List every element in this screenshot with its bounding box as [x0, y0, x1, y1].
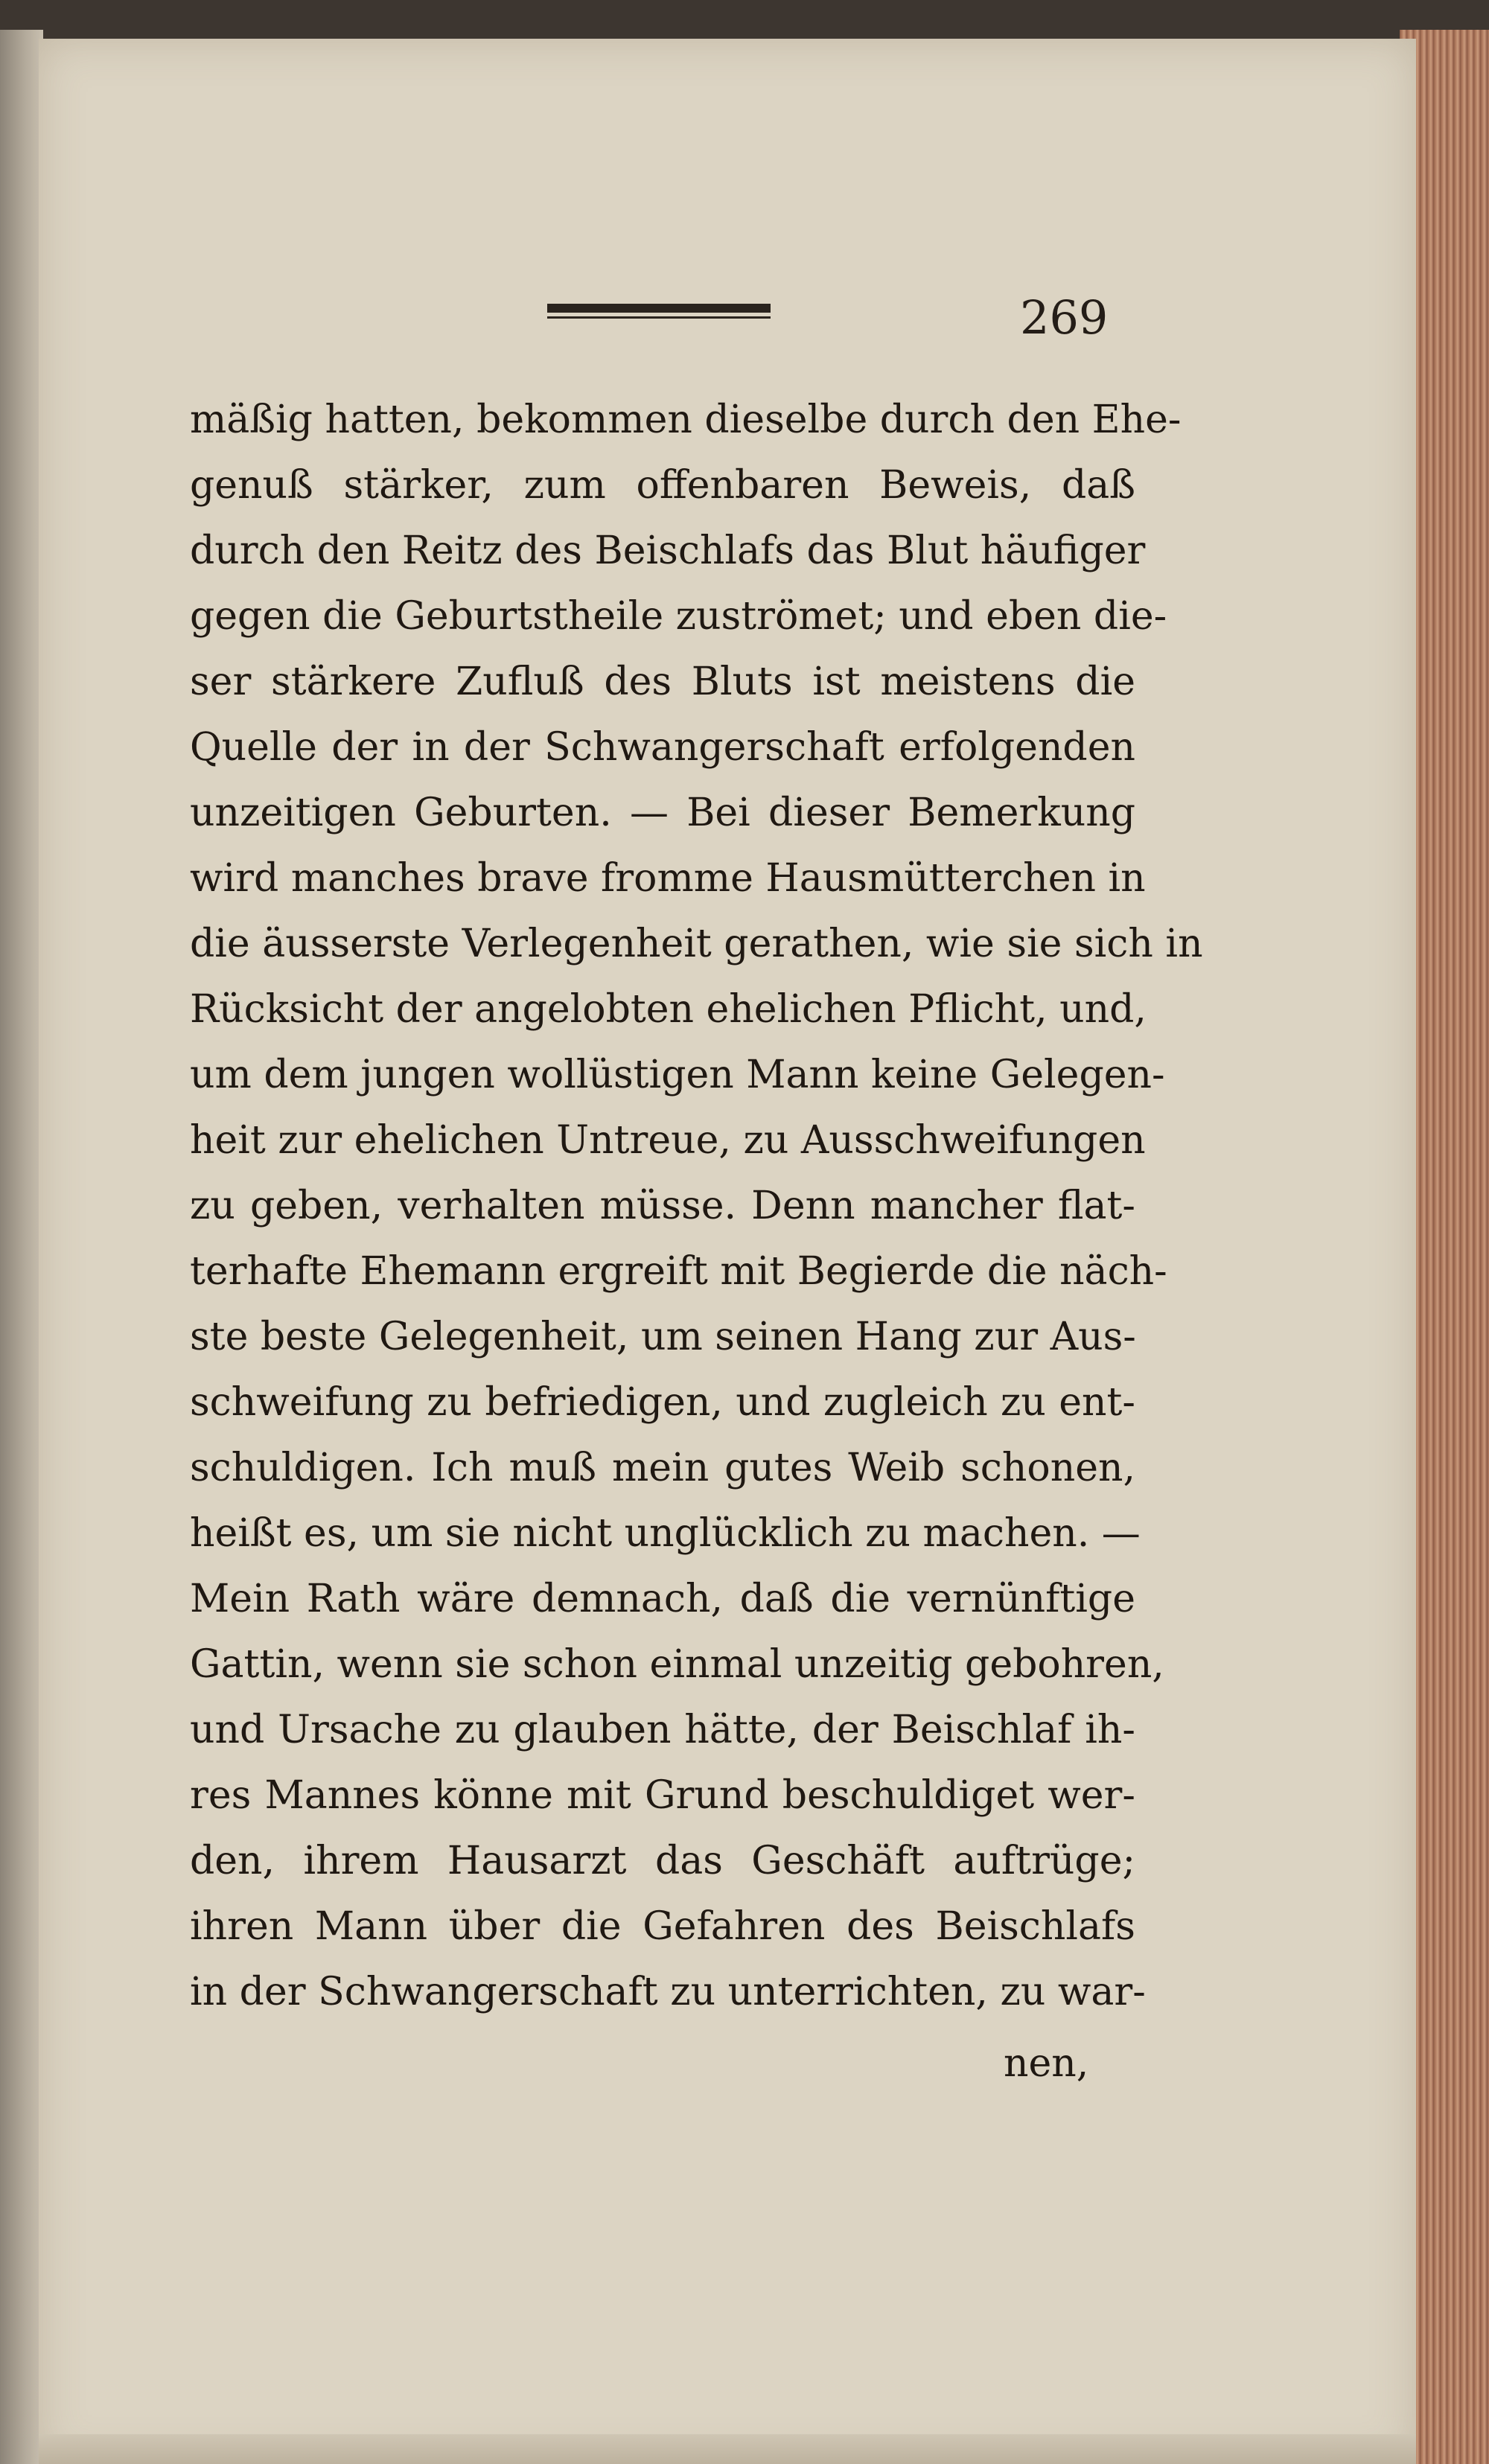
text-line: ihren Mann über die Gefahren des Beischlafs — [190, 1904, 1135, 1949]
text-line: in der Schwangerschaft zu unterrichten, zu war- — [190, 1970, 1146, 2014]
body-text — [190, 387, 1203, 2025]
catchword: nen, — [1004, 2041, 1089, 2086]
text-line: genuß stärker, zum offenbaren Beweis, daß — [190, 463, 1135, 508]
text-line: durch den Reitz des Beischlafs das Blut häufiger — [190, 529, 1146, 573]
text-line: ser stärkere Zufluß des Bluts ist meistens die — [190, 660, 1135, 704]
text-line: unzeitigen Geburten. — Bei dieser Bemerkung — [190, 791, 1135, 835]
text-line: schweifung zu befriedigen, und zugleich zu ent- — [190, 1380, 1135, 1425]
page-number: 269 — [1020, 290, 1109, 345]
text-line: um dem jungen wollüstigen Mann keine Gelegen- — [190, 1053, 1165, 1097]
text-line: und Ursache zu glauben hätte, der Beischlaf ih- — [190, 1708, 1135, 1752]
text-line: gegen die Geburtstheile zuströmet; und eben die- — [190, 594, 1167, 639]
text-line: den, ihrem Hausarzt das Geschäft auftrüge; — [190, 1839, 1135, 1883]
text-line: ste beste Gelegenheit, um seinen Hang zur Aus- — [190, 1315, 1136, 1359]
text-line: terhafte Ehemann ergreift mit Begierde die näch- — [190, 1249, 1167, 1294]
left-page-edge — [0, 30, 43, 2464]
text-line: mäßig hatten, bekommen dieselbe durch den Ehe- — [190, 398, 1182, 442]
text-line: heißt es, um sie nicht unglücklich zu machen. — — [190, 1511, 1141, 1556]
text-line: schuldigen. Ich muß mein gutes Weib schonen, — [190, 1446, 1135, 1490]
text-line: zu geben, verhalten müsse. Denn mancher flat- — [190, 1184, 1135, 1228]
page-edge-bottom — [39, 2434, 1416, 2464]
header-rule — [547, 304, 771, 320]
text-line: Quelle der in der Schwangerschaft erfolgenden — [190, 725, 1135, 770]
text-line: res Mannes könne mit Grund beschuldiget wer- — [190, 1773, 1135, 1818]
text-line: Gattin, wenn sie schon einmal unzeitig gebohren, — [190, 1642, 1164, 1687]
text-line: wird manches brave fromme Hausmütterchen in — [190, 856, 1146, 901]
header-rule-thick — [547, 304, 771, 313]
text-line: die äusserste Verlegenheit gerathen, wie sie sich in — [190, 922, 1203, 966]
text-line: Rücksicht der angelobten ehelichen Pflicht, und, — [190, 987, 1147, 1032]
text-line: heit zur ehelichen Untreue, zu Ausschweifungen — [190, 1118, 1146, 1163]
header-rule-thin — [547, 316, 771, 319]
text-line: Mein Rath wäre demnach, daß die vernünftige — [190, 1577, 1135, 1621]
